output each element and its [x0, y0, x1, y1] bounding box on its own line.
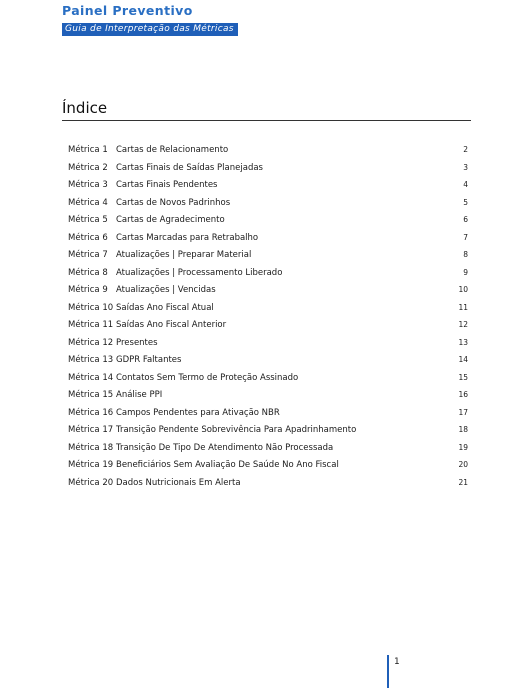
- toc-entry-page: 20: [458, 460, 468, 469]
- toc-entry-title: Contatos Sem Termo de Proteção Assinado: [116, 372, 299, 383]
- toc-entry-title: Atualizações | Vencidas: [116, 285, 216, 295]
- toc-entry[interactable]: [68, 390, 468, 408]
- document-header: [62, 3, 302, 36]
- toc-entry[interactable]: [68, 303, 468, 321]
- toc-entry-title: Dados Nutricionais Em Alerta: [116, 477, 241, 488]
- toc-entry[interactable]: [68, 338, 468, 356]
- toc-entry-page: 8: [463, 250, 468, 259]
- toc-entry-title: GDPR Faltantes: [116, 355, 182, 365]
- toc-entry-page: 3: [463, 162, 468, 172]
- toc-entry[interactable]: [68, 408, 468, 426]
- toc-entry-title: Cartas Finais Pendentes: [116, 180, 218, 190]
- toc-entry-page: 18: [458, 425, 468, 434]
- toc-entry-page: 11: [458, 302, 468, 312]
- toc-entry[interactable]: [68, 443, 468, 461]
- toc-entry-number: Métrica 13: [68, 355, 114, 365]
- toc-list: [68, 145, 468, 495]
- toc-entry[interactable]: [68, 198, 468, 216]
- toc-entry-number: Métrica 11: [68, 320, 114, 330]
- toc-entry-title: Saídas Ano Fiscal Anterior: [116, 320, 227, 330]
- toc-entry[interactable]: [68, 320, 468, 338]
- toc-entry-number: Métrica 14: [68, 372, 114, 383]
- toc-entry-page: 15: [458, 372, 468, 382]
- toc-entry-number: Métrica 12: [68, 337, 114, 348]
- toc-entry-title: Atualizações | Processamento Liberado: [116, 267, 283, 278]
- toc-entry-page: 5: [463, 197, 468, 207]
- toc-entry[interactable]: [68, 268, 468, 286]
- toc-entry[interactable]: [68, 425, 468, 443]
- toc-entry-title: Presentes: [116, 337, 158, 348]
- toc-divider: [62, 120, 471, 121]
- toc-entry-page: 6: [463, 215, 468, 224]
- toc-entry-number: Métrica 16: [68, 407, 114, 418]
- toc-entry-page: 19: [458, 442, 468, 452]
- toc-entry-title: Análise PPI: [116, 390, 163, 400]
- toc-entry-number: Métrica 19: [68, 460, 114, 470]
- toc-entry[interactable]: [68, 373, 468, 391]
- toc-entry[interactable]: [68, 145, 468, 163]
- toc-entry-page: 9: [463, 267, 468, 277]
- toc-entry-number: Métrica 5: [68, 215, 108, 225]
- toc-entry-number: Métrica 18: [68, 442, 114, 453]
- toc-entry-page: 14: [458, 355, 468, 364]
- toc-entry[interactable]: [68, 460, 468, 478]
- document-subtitle: Guia de Interpretação das Métricas: [62, 23, 238, 36]
- toc-entry-title: Cartas de Novos Padrinhos: [116, 197, 231, 208]
- toc-entry[interactable]: [68, 180, 468, 198]
- toc-entry-page: 2: [463, 145, 468, 154]
- toc-entry-number: Métrica 15: [68, 390, 114, 400]
- toc-entry-number: Métrica 9: [68, 285, 108, 295]
- toc-entry[interactable]: [68, 478, 468, 496]
- toc-entry-number: Métrica 2: [68, 162, 108, 173]
- toc-entry[interactable]: [68, 250, 468, 268]
- page-number-bar: [387, 655, 389, 688]
- toc-entry-page: 16: [458, 390, 468, 399]
- toc-entry-title: Atualizações | Preparar Material: [116, 250, 252, 260]
- toc-entry[interactable]: [68, 285, 468, 303]
- toc-entry-page: 21: [458, 477, 468, 487]
- toc-entry-title: Beneficiários Sem Avaliação De Saúde No Ano Fiscal: [116, 460, 339, 470]
- toc-entry-number: Métrica 4: [68, 197, 108, 208]
- toc-entry-number: Métrica 1: [68, 145, 108, 155]
- toc-entry[interactable]: [68, 163, 468, 181]
- toc-entry-title: Transição Pendente Sobrevivência Para Apadrinhamento: [116, 425, 357, 435]
- toc-entry-title: Saídas Ano Fiscal Atual: [116, 302, 214, 313]
- toc-entry-number: Métrica 10: [68, 302, 114, 313]
- toc-entry-number: Métrica 3: [68, 180, 108, 190]
- toc-entry-title: Cartas Finais de Saídas Planejadas: [116, 162, 263, 173]
- page-number: 1: [394, 657, 400, 667]
- toc-entry-title: Campos Pendentes para Ativação NBR: [116, 407, 280, 418]
- toc-entry[interactable]: [68, 355, 468, 373]
- toc-entry-number: Métrica 20: [68, 477, 114, 488]
- toc-entry-title: Cartas de Relacionamento: [116, 145, 229, 155]
- toc-entry-number: Métrica 6: [68, 232, 108, 243]
- toc-entry-page: 7: [463, 232, 468, 242]
- toc-entry-page: 13: [458, 337, 468, 347]
- toc-entry-number: Métrica 17: [68, 425, 114, 435]
- toc-entry-title: Cartas Marcadas para Retrabalho: [116, 232, 259, 243]
- toc-entry[interactable]: [68, 215, 468, 233]
- toc-entry-title: Transição De Tipo De Atendimento Não Processada: [116, 442, 334, 453]
- toc-entry[interactable]: [68, 233, 468, 251]
- toc-entry-number: Métrica 8: [68, 267, 108, 278]
- toc-heading: Índice: [62, 99, 108, 117]
- toc-entry-page: 10: [458, 285, 468, 294]
- toc-entry-page: 17: [458, 407, 468, 417]
- toc-entry-number: Métrica 7: [68, 250, 108, 260]
- toc-entry-title: Cartas de Agradecimento: [116, 215, 225, 225]
- document-title: Painel Preventivo: [62, 3, 193, 18]
- toc-entry-page: 12: [458, 320, 468, 329]
- toc-entry-page: 4: [463, 180, 468, 189]
